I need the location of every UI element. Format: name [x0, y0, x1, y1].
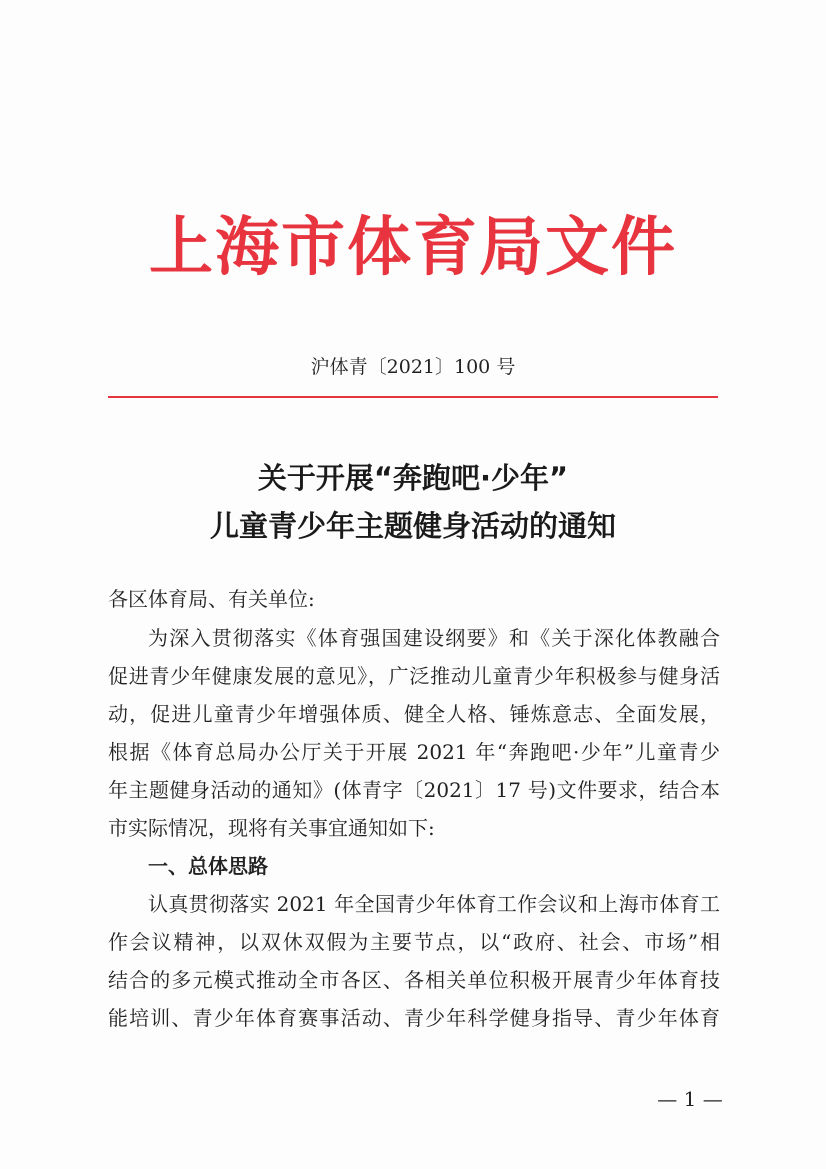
notice-title-line-2: 儿童青少年主题健身活动的通知 — [209, 509, 616, 543]
paragraph-1-line: 动，促进儿童青少年增强体质、健全人格、锤炼意志、全面发展， — [108, 702, 720, 726]
notice-title-line-1: 关于开展“奔跑吧·少年” — [257, 461, 569, 495]
paragraph-1-line: 市实际情况，现将有关事宜通知如下: — [108, 816, 435, 840]
paragraph-2-line: 结合的多元模式推动全市各区、各相关单位积极开展青少年体育技 — [108, 968, 720, 992]
paragraph-2-line: 作会议精神，以双休双假为主要节点，以“政府、社会、市场”相 — [108, 930, 720, 954]
paragraph-1-line: 促进青少年健康发展的意见》，广泛推动儿童青少年积极参与健身活 — [108, 664, 720, 688]
paragraph-1-line: 为深入贯彻落实《体育强国建设纲要》和《关于深化体教融合 — [148, 626, 720, 650]
paragraph-1-line: 年主题健身活动的通知》(体青字〔2021〕17 号)文件要求，结合本 — [108, 778, 720, 802]
page-number: — 1 — — [657, 1087, 723, 1111]
paragraph-1-line: 根据《体育总局办公厅关于开展 2021 年“奔跑吧·少年”儿童青少 — [108, 740, 720, 764]
document-number: 沪体青〔2021〕100 号 — [310, 356, 516, 378]
paragraph-2-line: 能培训、青少年体育赛事活动、青少年科学健身指导、青少年体育 — [108, 1006, 720, 1030]
masthead-title: 上海市体育局文件 — [149, 210, 677, 285]
section-heading: 一、总体思路 — [148, 854, 268, 878]
paragraph-2-line: 认真贯彻落实 2021 年全国青少年体育工作会议和上海市体育工 — [148, 892, 720, 916]
red-divider-line — [108, 396, 718, 398]
salutation: 各区体育局、有关单位: — [108, 587, 315, 611]
